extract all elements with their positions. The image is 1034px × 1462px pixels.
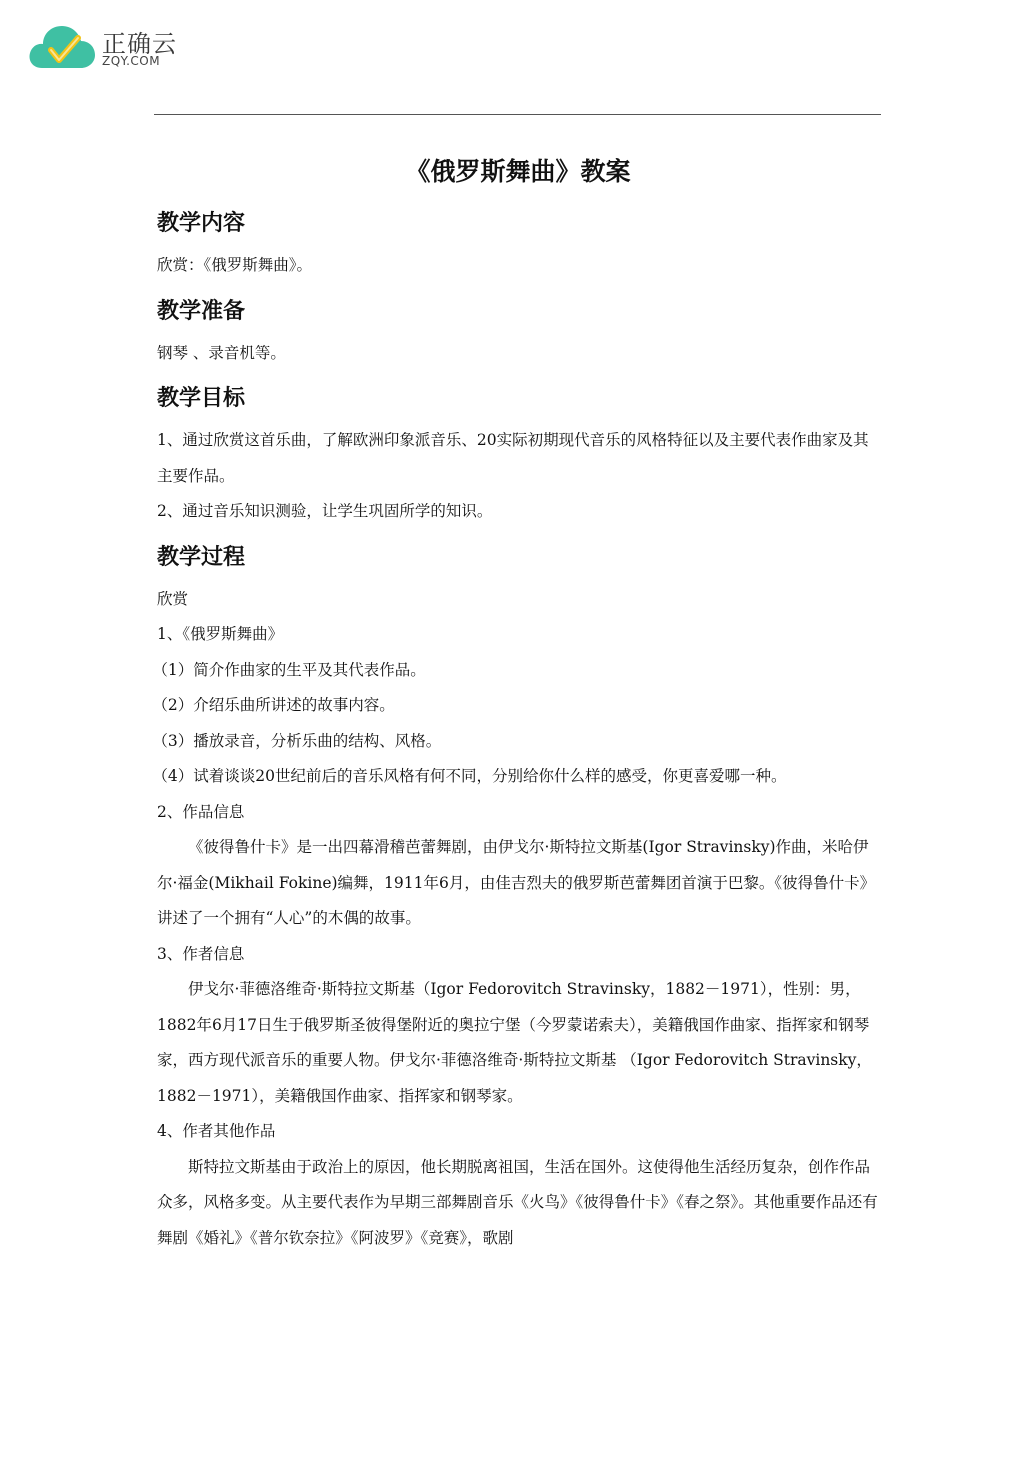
section-heading-prep: 教学准备 bbox=[157, 298, 246, 324]
content-text: 欣赏：《俄罗斯舞曲》。 bbox=[157, 256, 313, 274]
brand-name-en: ZQY.COM bbox=[102, 54, 161, 68]
process-line: 4、作者其他作品 bbox=[157, 1122, 276, 1140]
brand-name-cn: 正确云 bbox=[102, 30, 177, 58]
process-line: （3）播放录音，分析乐曲的结构、风格。 bbox=[152, 731, 442, 750]
goal-paragraph: 2、通过音乐知识测验，让学生巩固所学的知识。 bbox=[157, 502, 493, 520]
section-heading-content: 教学内容 bbox=[157, 211, 246, 236]
process-line: 欣赏 bbox=[157, 589, 189, 608]
header-divider bbox=[154, 114, 881, 115]
process-line: 3、作者信息 bbox=[157, 944, 245, 963]
document-body bbox=[152, 150, 879, 1256]
cloud-check-icon bbox=[28, 22, 96, 72]
process-line: （1）简介作曲家的生平及其代表作品。 bbox=[152, 660, 426, 679]
process-line: 1、《俄罗斯舞曲》 bbox=[157, 625, 284, 643]
other-works-paragraph: 斯特拉文斯基由于政治上的原因，他长期脱离祖国，生活在国外。这使得他生活经历复杂，创作作品众多，风格多变。从主要代表作为早期三部舞剧音乐《火鸟》《彼得鲁什卡》《春之祭》。其他重要作品还有舞剧《婚礼》《普尔钦奈拉》《阿波罗》《竞赛》，歌剧 bbox=[157, 1157, 878, 1247]
author-info-paragraph: 伊戈尔·菲德洛维奇·斯特拉文斯基（Igor Fedorovitch Stravinsky，1882－1971），性别：男，1882年6月17日生于俄罗斯圣彼得堡附近的奥拉宁堡（今罗蒙诺索夫），美籍俄国作曲家、指挥家和钢琴家，西方现代派音乐的重要人物。伊戈尔·菲德洛维奇·斯特拉文斯基 （Igor Fedorovitch Stravinsky，1882－1971），美籍俄国作曲家、指挥家和钢琴家。 bbox=[157, 980, 872, 1105]
process-line: （4）试着谈谈20世纪前后的音乐风格有何不同，分别给你什么样的感受，你更喜爱哪一种。 bbox=[152, 767, 787, 785]
prep-text: 钢琴 、录音机等。 bbox=[157, 343, 286, 362]
work-info-paragraph: 《彼得鲁什卡》是一出四幕滑稽芭蕾舞剧，由伊戈尔·斯特拉文斯基(Igor Stravinsky)作曲，米哈伊尔·福金(Mikhail Fokine)编舞，1911年6月，由佳吉烈夫的俄罗斯芭蕾舞团首演于巴黎。《彼得鲁什卡》讲述了一个拥有“人心”的木偶的故事。 bbox=[157, 838, 876, 927]
process-line: （2）介绍乐曲所讲述的故事内容。 bbox=[152, 696, 395, 714]
page-title: 《俄罗斯舞曲》教案 bbox=[405, 157, 631, 186]
process-line: 2、作品信息 bbox=[157, 802, 245, 821]
section-heading-goals: 教学目标 bbox=[157, 386, 246, 411]
section-heading-process: 教学过程 bbox=[157, 544, 246, 570]
goal-paragraph: 1、通过欣赏这首乐曲，了解欧洲印象派音乐、20实际初期现代音乐的风格特征以及主要代表作曲家及其主要作品。 bbox=[157, 431, 869, 485]
brand-logo bbox=[28, 22, 188, 74]
